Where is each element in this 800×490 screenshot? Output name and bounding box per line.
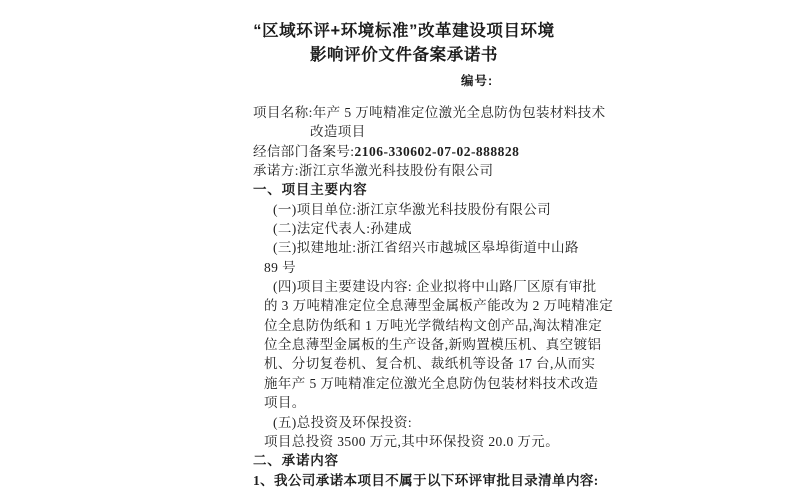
document-title-line-1: “区域环评+环境标准”改革建设项目环境	[253, 22, 555, 40]
section1-item4-line1: (四)项目主要建设内容: 企业拟将中山路厂区原有审批	[273, 279, 597, 295]
project-name-label: 项目名称:	[253, 105, 313, 120]
section1-item5-heading: (五)总投资及环保投资:	[273, 414, 413, 430]
record-no-value: 2106-330602-07-02-888828	[354, 143, 520, 159]
project-name-value-line1: 年产 5 万吨精准定位激光全息防伪包装材料技术	[312, 105, 606, 120]
section1-item3-line2: 89 号	[264, 259, 296, 275]
section1-item3-line1: (三)拟建地址:浙江省绍兴市越城区皋埠街道中山路	[273, 240, 579, 256]
section1-item5-detail: 项目总投资 3500 万元,其中环保投资 20.0 万元。	[264, 433, 560, 449]
section1-item4-line5: 机、分切复卷机、复合机、裁纸机等设备 17 台,从而实	[264, 356, 596, 372]
promisor-row	[253, 161, 643, 180]
section1-item4-line7: 项目。	[264, 395, 306, 411]
section2-heading: 二、承诺内容	[253, 453, 339, 469]
document-title-line-2: 影响评价文件备案承诺书	[309, 45, 499, 64]
serial-number-label: 编号:	[461, 74, 494, 88]
section2-item1: 1、我公司承诺本项目不属于以下环评审批目录清单内容:	[253, 472, 599, 488]
section1-item4-line2: 的 3 万吨精准定位全息薄型金属板产能改为 2 万吨精准定	[264, 298, 614, 314]
section1-item4-line6: 施年产 5 万吨精准定位激光全息防伪包装材料技术改造	[264, 375, 599, 391]
section1-heading: 一、项目主要内容	[253, 182, 368, 198]
section1-item1: (一)项目单位:浙江京华激光科技股份有限公司	[273, 201, 552, 217]
serial-number-row	[461, 71, 553, 89]
record-no-row	[253, 142, 643, 161]
section1-item4-line4: 位全息薄型金属板的生产设备,新购置模压机、真空镀铝	[264, 337, 602, 353]
section1-item2: (二)法定代表人:孙建成	[273, 221, 413, 237]
promisor-label: 承诺方:	[253, 163, 299, 179]
project-name-row	[253, 103, 643, 122]
section1-item4-line3: 位全息防伪纸和 1 万吨光学微结构文创产品,淘汰精准定	[264, 317, 603, 333]
document-body	[253, 103, 643, 490]
promisor-value: 浙江京华激光科技股份有限公司	[298, 163, 494, 179]
project-name-value-line2: 改造项目	[310, 124, 366, 140]
record-no-label: 经信部门备案号:	[253, 143, 355, 159]
document-title	[178, 20, 630, 67]
